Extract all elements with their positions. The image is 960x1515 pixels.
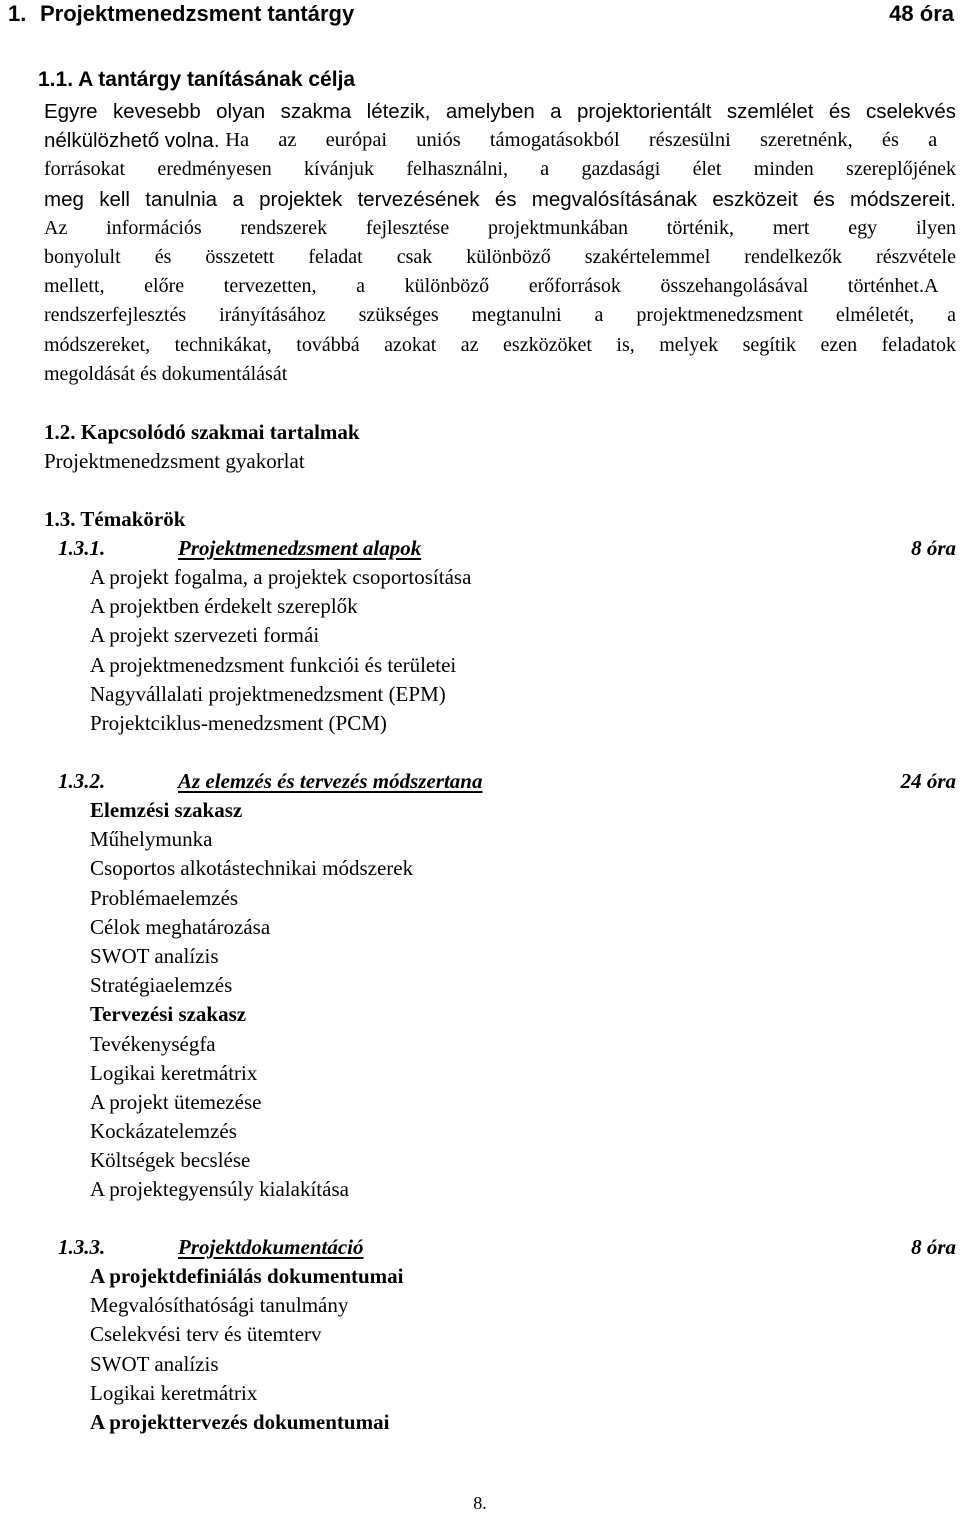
list-item: Nagyvállalati projektmenedzsment (EPM) <box>90 681 446 706</box>
list-item: SWOT analízis <box>90 1351 219 1376</box>
list-item: A projekt fogalma, a projektek csoportosítása <box>90 565 472 589</box>
list-item: A projektben érdekelt szereplők <box>90 594 358 619</box>
paragraph-fragment: mellett, előre tervezetten, a különböző erőforrások összehangolásával történhet. <box>44 275 924 298</box>
list-item: Megvalósíthatósági tanulmány <box>90 1293 349 1318</box>
list-item: Kockázatelemzés <box>90 1119 237 1144</box>
list-item: Költségek becslése <box>90 1148 251 1173</box>
subsection-hours: 8 óra <box>911 536 956 560</box>
list-item: Problémaelemzés <box>90 885 239 910</box>
paragraph-line: módszereket, technikákat, továbbá azokat az eszközöket is, melyek segítik ezen feladatok <box>44 333 956 356</box>
list-item: SWOT analízis <box>90 943 219 968</box>
subsection-number: 1.3.2. <box>58 769 106 793</box>
paragraph-fragment: Ha az európai uniós támogatásokból részesülni szeretnénk, és a <box>225 129 938 152</box>
paragraph-line: bonyolult és összetett feladat csak különböző szakértelemmel rendelkezők részvétele <box>44 245 956 268</box>
list-item-heading: A projekttervezés dokumentumai <box>90 1409 390 1434</box>
list-item: Műhelymunka <box>90 827 213 852</box>
list-item: Csoportos alkotástechnikai módszerek <box>90 856 414 881</box>
section-1-2 <box>44 418 360 476</box>
paragraph-line: Egyre kevesebb olyan szakma létezik, amelyben a projektorientált szemlélet és cselekvés <box>44 100 956 123</box>
subsection-hours: 24 óra <box>900 769 956 793</box>
list-item: Cselekvési terv és ütemterv <box>90 1322 322 1347</box>
section-1-1-title: 1.1. A tantárgy tanításának célja <box>38 68 356 91</box>
list-item: Célok meghatározása <box>90 914 271 939</box>
paragraph-line: megoldását és dokumentálását <box>44 362 288 385</box>
subsection-1-3-1-items <box>90 563 471 738</box>
list-item: A projektegyensúly kialakítása <box>90 1177 349 1202</box>
heading-number: 1. <box>8 1 27 26</box>
subsection-1-3-3-items <box>90 1262 404 1437</box>
paragraph-line <box>44 272 956 301</box>
paragraph-line: rendszerfejlesztés irányításához szükséges megtanulni a projektmenedzsment elméletét, a <box>44 304 956 327</box>
subsection-title: Projektdokumentáció <box>178 1235 364 1259</box>
list-item-heading: Tervezési szakasz <box>90 1002 247 1027</box>
section-1-2-title: 1.2. Kapcsolódó szakmai tartalmak <box>44 420 360 444</box>
list-item: Logikai keretmátrix <box>90 1060 258 1085</box>
paragraph-line <box>44 126 956 155</box>
section-1-3 <box>44 505 185 534</box>
paragraph-fragment: A <box>924 275 939 298</box>
list-item: Stratégiaelemzés <box>90 973 233 998</box>
page-number: 8. <box>473 1493 487 1513</box>
list-item: Projektciklus-menedzsment (PCM) <box>90 710 387 735</box>
subsection-title: Az elemzés és tervezés módszertana <box>178 769 483 793</box>
section-1-3-title: 1.3. Témakörök <box>44 507 186 531</box>
section-1-2-body: Projektmenedzsment gyakorlat <box>44 449 305 473</box>
subsection-number: 1.3.3. <box>58 1235 106 1259</box>
subsection-number: 1.3.1. <box>58 536 106 560</box>
list-item: A projektmenedzsment funkciói és területei <box>90 652 457 677</box>
section-1-1-paragraph <box>44 97 956 389</box>
heading-title: Projektmenedzsment tantárgy <box>40 1 355 26</box>
paragraph-line: forrásokat eredményesen kívánjuk felhasználni, a gazdasági élet minden szereplőjének <box>44 158 956 181</box>
subsection-1-3-2-items <box>90 796 413 1205</box>
list-item: Tevékenységfa <box>90 1031 216 1056</box>
list-item: A projekt szervezeti formái <box>90 623 320 648</box>
list-item: Logikai keretmátrix <box>90 1380 258 1405</box>
subsection-title: Projektmenedzsment alapok <box>178 536 422 560</box>
list-item: A projekt ütemezése <box>90 1089 262 1114</box>
paragraph-fragment: nélkülözhető volna. <box>44 129 220 153</box>
list-item-heading: A projektdefiniálás dokumentumai <box>90 1264 404 1288</box>
list-item-heading: Elemzési szakasz <box>90 798 243 822</box>
subsection-hours: 8 óra <box>911 1235 956 1259</box>
paragraph-line: meg kell tanulnia a projektek tervezésének és megvalósításának eszközeit és módszereit. <box>44 187 956 211</box>
paragraph-line: Az információs rendszerek fejlesztése projektmunkában történik, mert egy ilyen <box>44 216 956 239</box>
heading-hours: 48 óra <box>889 1 954 26</box>
